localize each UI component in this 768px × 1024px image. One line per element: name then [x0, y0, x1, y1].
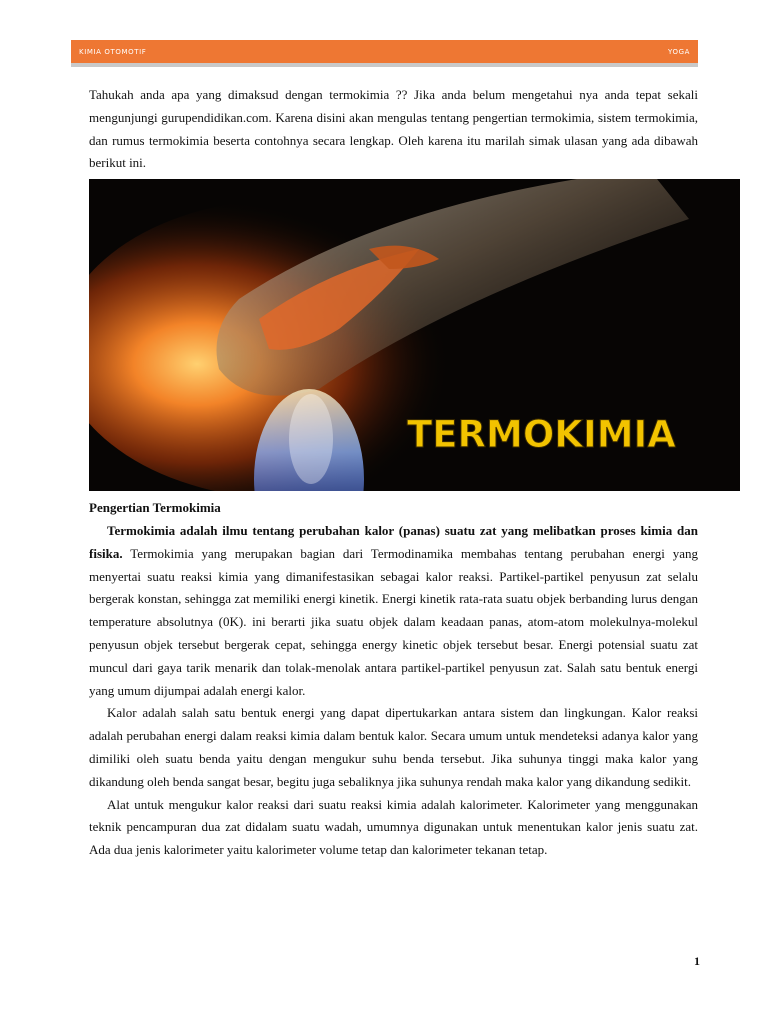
page-content [89, 84, 698, 862]
termokimia-image [89, 179, 740, 491]
header-left-title: KIMIA OTOMOTIF [79, 47, 147, 56]
paragraph-definition [89, 520, 698, 702]
paragraph-kalorimeter: Alat untuk mengukur kalor reaksi dari suatu reaksi kimia adalah kalorimeter. Kalorimeter yang menggunakan teknik pencampuran dua zat didalam suatu wadah, umumnya digunakan untuk menentukan kalor jenis suatu zat. Ada dua jenis kalorimeter yaitu kalorimeter volume tetap dan kalorimeter tekanan tetap. [89, 796, 698, 858]
header-right-author: YOGA [667, 47, 690, 56]
figure-caption-text: TERMOKIMIA [407, 413, 676, 457]
section-title: Pengertian Termokimia [89, 500, 221, 516]
page-header [71, 40, 698, 67]
definition-text: Termokimia yang merupakan bagian dari Termodinamika membahas tentang perubahan energi yang menyertai suatu reaksi kimia yang dimanifestasikan sebagai kalor reaksi. Partikel-partikel penyusun zat selalu bergerak konstan, sehingga zat memiliki energi kinetik. Energi kinetik rata-rata suatu objek berbanding lurus dengan temperature absolutnya (0K). ini berarti jika suatu objek dalam keadaan panas, atom-atom molekulnya-molekul penyusun objek tersebut bergerak cepat, sehingga energy kinetic objek tersebut besar. Energi potensial suatu zat muncul dari gaya tarik menarik dan tolak-menolak antara partikel-partikel penyusun zat. Salah satu bentuk energi yang umum dijumpai adalah energi kalor. [89, 545, 698, 698]
intro-paragraph: Tahukah anda apa yang dimaksud dengan termokimia ?? Jika anda belum mengetahui nya anda tepat sekali mengunjungi gurupendidikan.com. Karena disini akan mengulas tentang pengertian termokimia, sistem termokimia, dan rumus termokimia beserta contohnya secara lengkap. Oleh karena itu marilah simak ulasan yang ada dibawah berikut ini. [89, 87, 698, 171]
test-tube-flame-illustration [89, 179, 740, 491]
page-number: 1 [694, 954, 700, 968]
definition-bold: Termokimia adalah ilmu tentang perubahan kalor (panas) suatu zat yang melibatkan proses kimia dan fisika. [89, 522, 698, 561]
paragraph-kalor: Kalor adalah salah satu bentuk energi yang dapat dipertukarkan antara sistem dan lingkungan. Kalor reaksi adalah perubahan energi dalam reaksi kimia dalam bentuk kalor. Secara umum untuk mendeteksi adanya kalor yang dimiliki oleh suatu benda yaitu dengan mengukur suhu benda tersebut. Jika suhunya tinggi maka kalor yang dikandung oleh benda sangat besar, begitu juga sebaliknya jika suhunya rendah maka kalor yang dikandung sedikit. [89, 705, 698, 789]
